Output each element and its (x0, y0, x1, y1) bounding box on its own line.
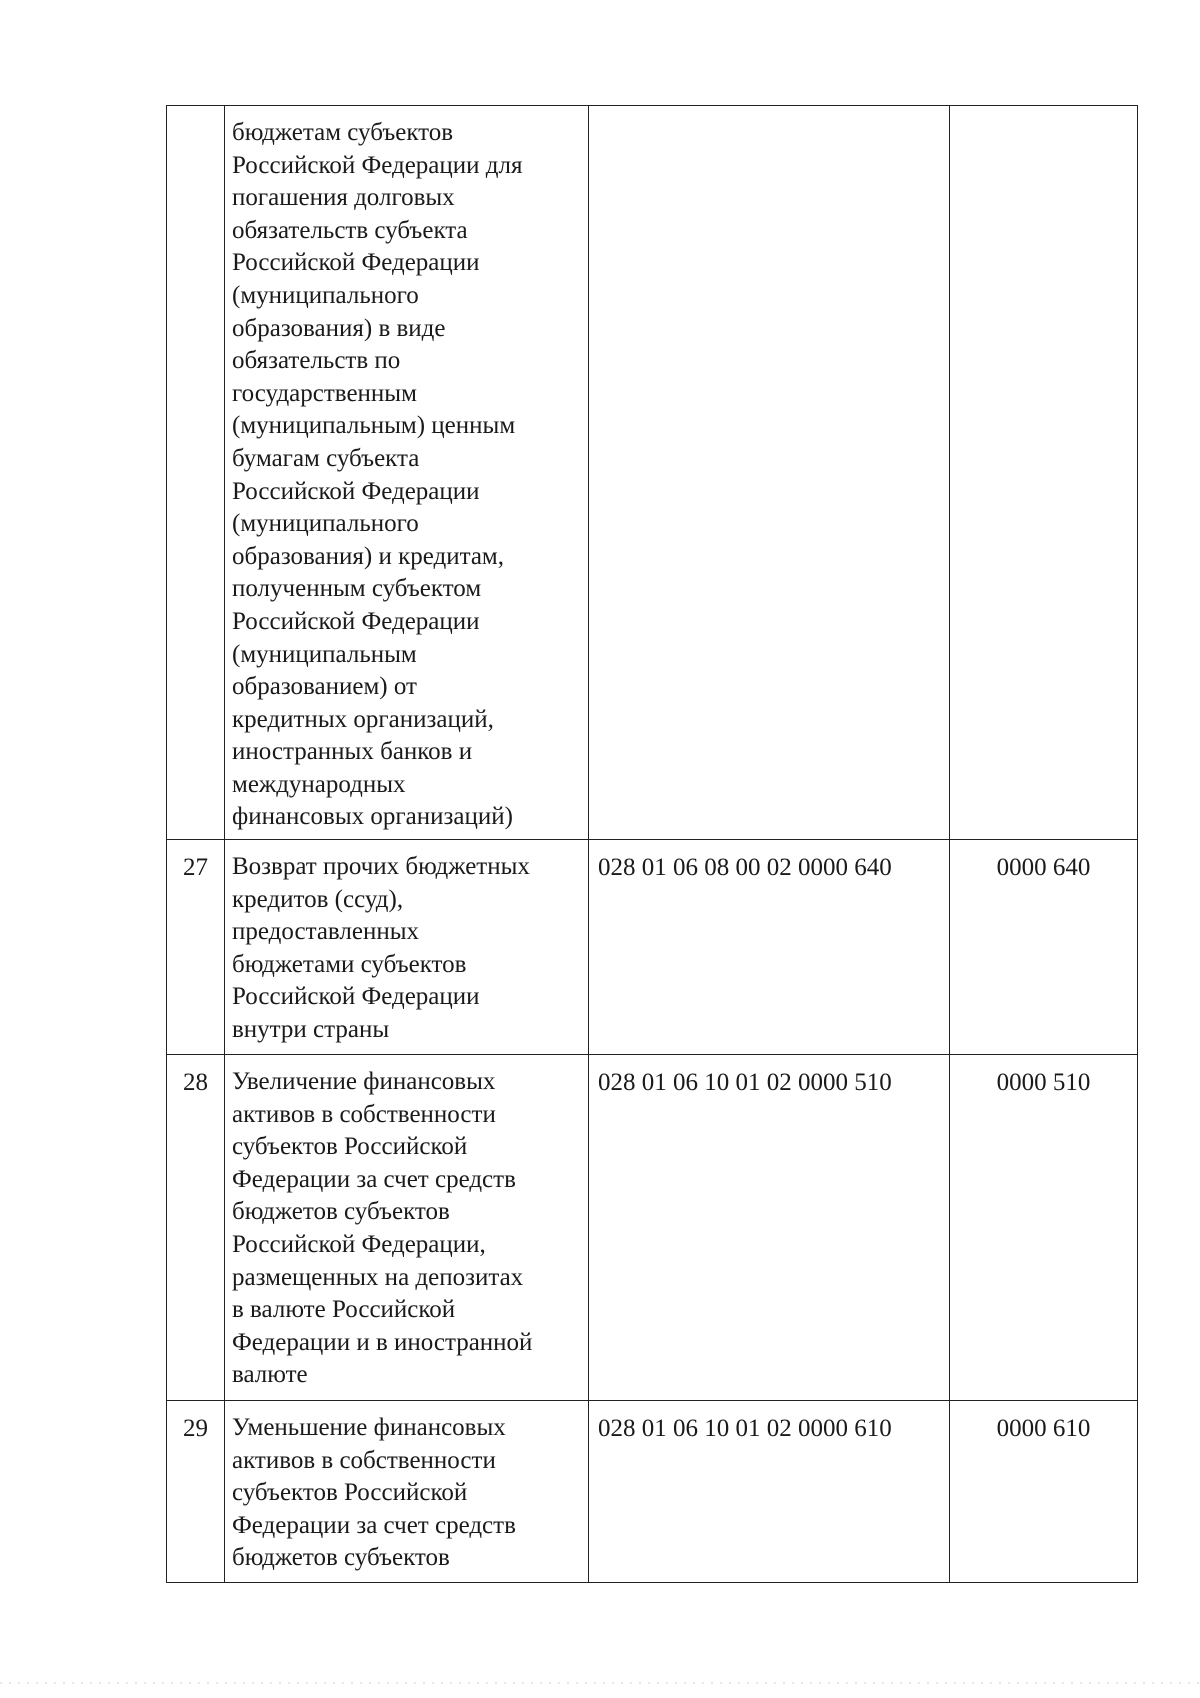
row-short-code: 0000 640 (950, 840, 1138, 1055)
row-code: 028 01 06 10 01 02 0000 510 (589, 1055, 950, 1401)
row-code: 028 01 06 08 00 02 0000 640 (589, 840, 950, 1055)
row-number: 29 (167, 1401, 225, 1583)
budget-classification-table (166, 105, 1138, 1583)
row-name: бюджетам субъектов Российской Федерации для погашения долговых обязательств субъекта Российской Федерации (муниципального образования) в виде обязательств по государственным (муниципальным) ценным бумагам субъекта Российской Федерации (муниципального образования) и кредитам, полученным субъектом Российской Федерации (муниципальным образованием) от кредитных организаций, иностранных банков и международных финансовых организаций) (225, 106, 589, 840)
row-short-code (950, 106, 1138, 840)
row-number: 27 (167, 840, 225, 1055)
row-name: Уменьшение финансовых активов в собственности субъектов Российской Федерации за счет средств бюджетов субъектов (225, 1401, 589, 1583)
table-row (167, 1055, 1138, 1401)
table-row (167, 1401, 1138, 1583)
row-short-code: 0000 510 (950, 1055, 1138, 1401)
row-code: 028 01 06 10 01 02 0000 610 (589, 1401, 950, 1583)
table-row (167, 106, 1138, 840)
table-row (167, 840, 1138, 1055)
row-name: Возврат прочих бюджетных кредитов (ссуд), предоставленных бюджетами субъектов Российской Федерации внутри страны (225, 840, 589, 1055)
row-number: 28 (167, 1055, 225, 1401)
row-number (167, 106, 225, 840)
row-name: Увеличение финансовых активов в собственности субъектов Российской Федерации за счет средств бюджетов субъектов Российской Федерации, размещенных на депозитах в валюте Российской Федерации и в иностранной валюте (225, 1055, 589, 1401)
row-short-code: 0000 610 (950, 1401, 1138, 1583)
row-code (589, 106, 950, 840)
scan-noise-line (0, 1682, 1200, 1684)
